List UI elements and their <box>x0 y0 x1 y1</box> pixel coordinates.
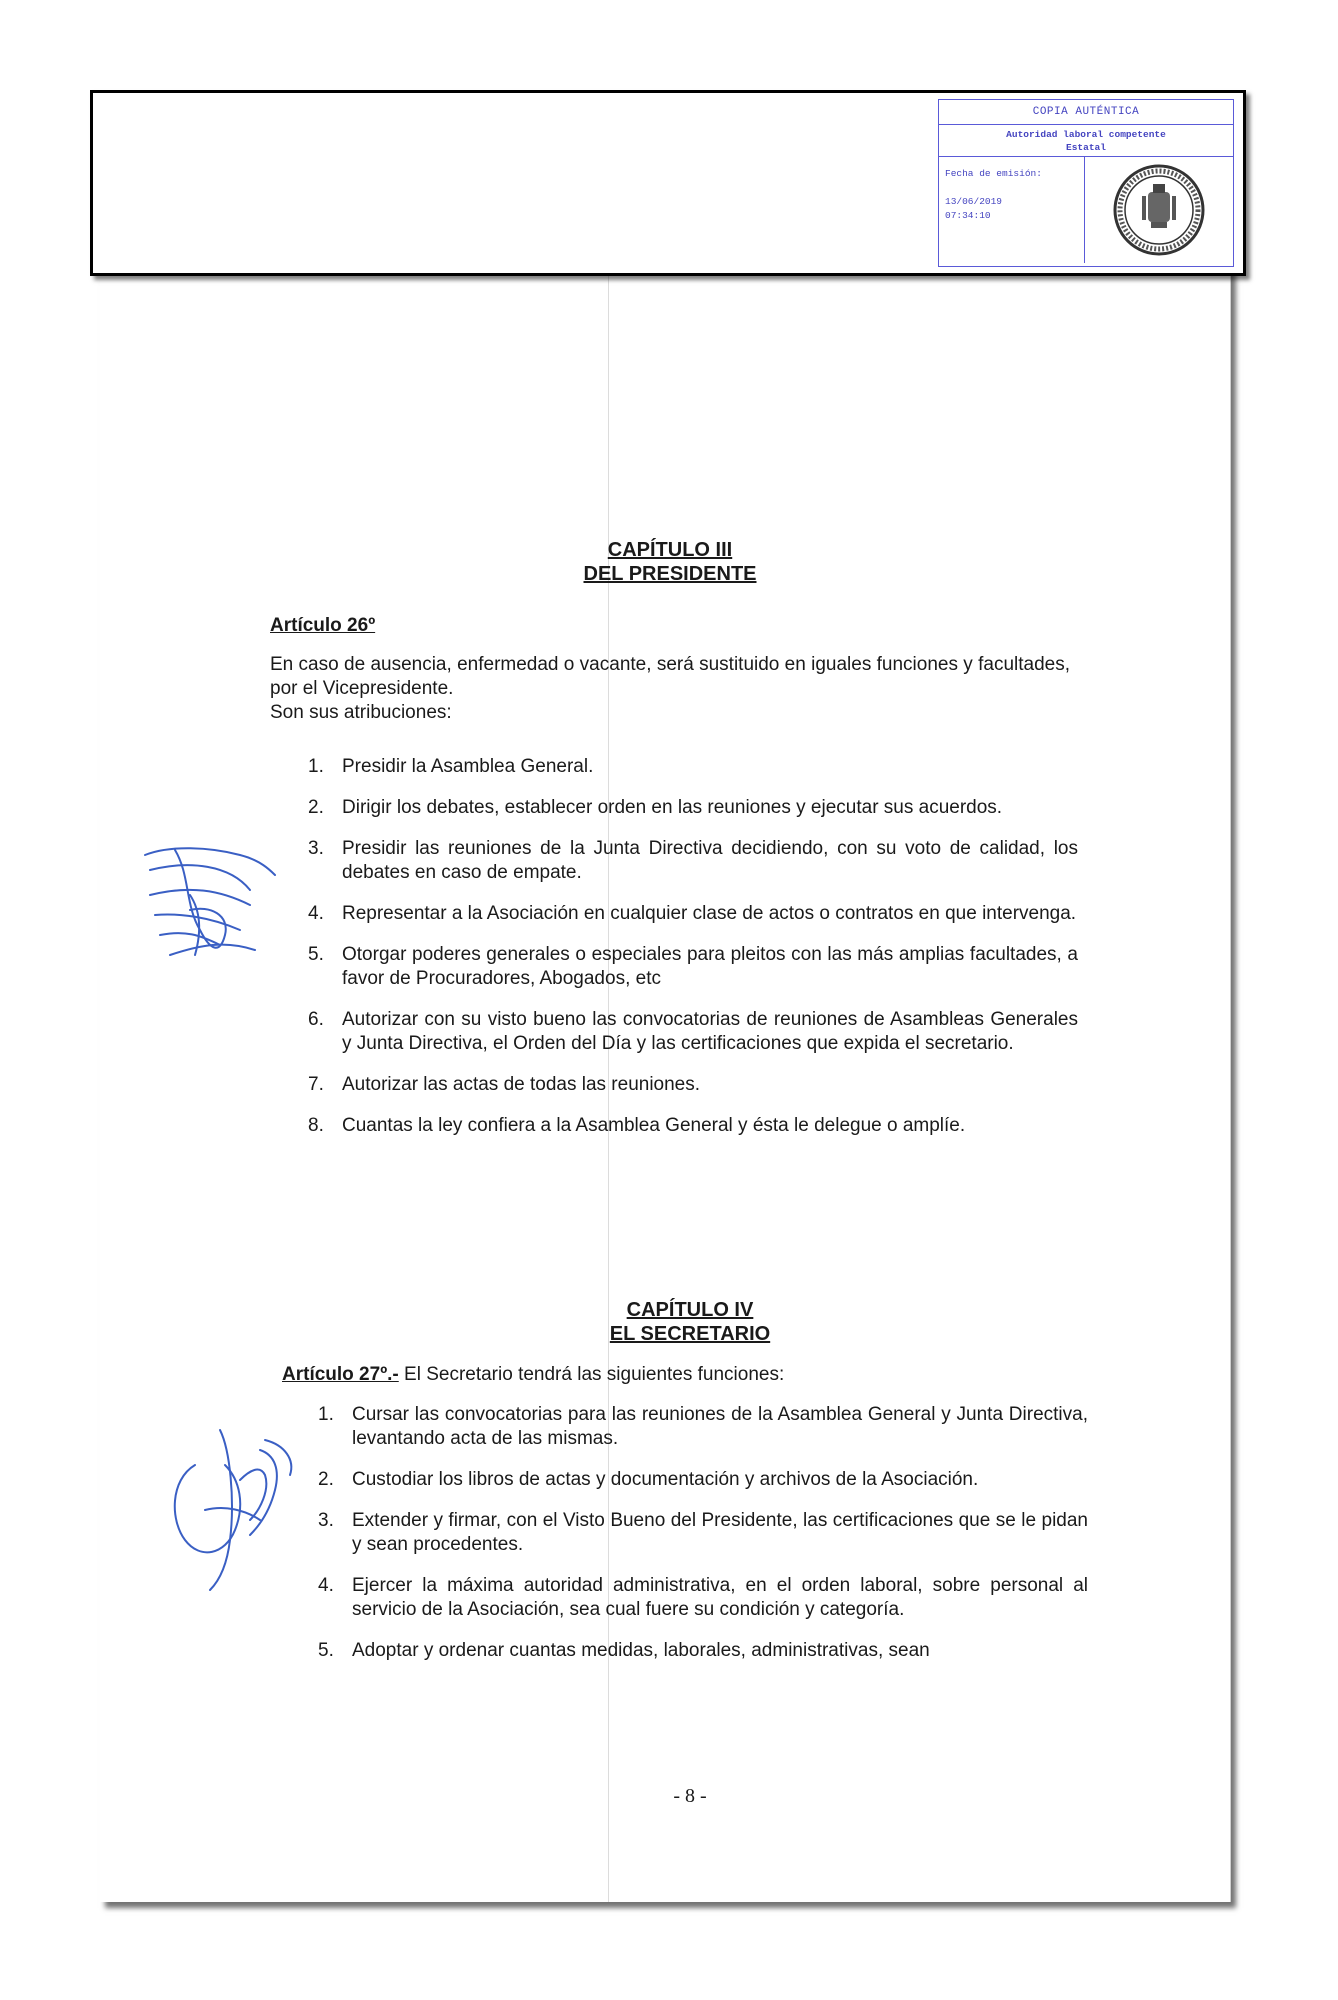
list-item <box>318 1639 1088 1663</box>
list-item-text: Ejercer la máxima autoridad administrativa, en el orden laboral, sobre personal al servicio de la Asociación, sea cual fuere su condición y categoría. <box>352 1575 1088 1620</box>
list-item-number: 1. <box>308 756 324 777</box>
list-item <box>308 902 1078 926</box>
authentic-copy-stamp <box>938 99 1234 267</box>
list-item-number: 4. <box>318 1575 334 1596</box>
list-item <box>318 1403 1088 1451</box>
stamp-seal-cell <box>1085 157 1233 263</box>
stamp-date: 13/06/2019 <box>945 196 1003 207</box>
list-item-text: Presidir la Asamblea General. <box>342 756 594 777</box>
stamp-authority-line1: Autoridad laboral competente <box>1006 129 1166 140</box>
list-item-number: 2. <box>308 797 324 818</box>
list-item-text: Extender y firmar, con el Visto Bueno del Presidente, las certificaciones que se le pidan y sean procedentes. <box>352 1510 1088 1555</box>
signature-2 <box>165 1410 305 1600</box>
list-item <box>308 1008 1078 1056</box>
stamp-authority <box>939 125 1233 157</box>
stamp-time: 07:34:10 <box>945 210 991 221</box>
chapter-4-subtitle: EL SECRETARIO <box>609 1323 771 1345</box>
chapter-3-heading <box>520 538 820 586</box>
article-27-list <box>318 1403 1088 1663</box>
list-item-text: Autorizar con su visto bueno las convocatorias de reuniones de Asambleas Generales y Junta Directiva, el Orden del Día y las certificaciones que expida el secretario. <box>342 1009 1078 1054</box>
list-item-number: 8. <box>308 1115 324 1136</box>
list-item-text: Custodiar los libros de actas y documentación y archivos de la Asociación. <box>352 1469 979 1490</box>
list-item <box>308 755 1078 779</box>
list-item-text: Dirigir los debates, establecer orden en las reuniones y ejecutar sus acuerdos. <box>342 797 1003 818</box>
list-item-text: Autorizar las actas de todas las reuniones. <box>342 1074 701 1095</box>
list-item-number: 6. <box>308 1009 324 1030</box>
list-item-number: 1. <box>318 1404 334 1425</box>
list-item <box>308 1073 1078 1097</box>
list-item-text: Adoptar y ordenar cuantas medidas, laborales, administrativas, sean <box>352 1640 930 1661</box>
article-26-heading: Artículo 26º <box>270 615 376 636</box>
article-26-intro <box>270 653 1070 725</box>
list-item <box>308 943 1078 991</box>
list-item-text: Representar a la Asociación en cualquier clase de actos o contratos en que intervenga. <box>342 903 1077 924</box>
article-27-heading: Artículo 27º.- <box>282 1364 399 1385</box>
list-item <box>318 1468 1088 1492</box>
list-item-text: Presidir las reuniones de la Junta Directiva decidiendo, con su voto de calidad, los debates en caso de empate. <box>342 838 1078 883</box>
chapter-3-subtitle: DEL PRESIDENTE <box>583 563 757 585</box>
list-item <box>318 1509 1088 1557</box>
stamp-dates <box>939 157 1085 263</box>
article-27-intro <box>282 1363 1082 1387</box>
list-item-number: 4. <box>308 903 324 924</box>
stamp-title: COPIA AUTÉNTICA <box>939 100 1233 125</box>
stamp-authority-line2: Estatal <box>1066 142 1106 153</box>
article-27-intro-text: El Secretario tendrá las siguientes funciones: <box>398 1364 785 1385</box>
list-item-number: 5. <box>308 944 324 965</box>
list-item <box>308 796 1078 820</box>
list-item-text: Otorgar poderes generales o especiales para pleitos con las más amplias facultades, a favor de Procuradores, Abogados, etc <box>342 944 1078 989</box>
list-item-text: Cuantas la ley confiera a la Asamblea General y ésta le delegue o amplíe. <box>342 1115 966 1136</box>
stamp-date-label: Fecha de emisión: <box>945 168 1042 179</box>
list-item <box>318 1574 1088 1622</box>
article-26-intro-text: En caso de ausencia, enfermedad o vacante, será sustituido en iguales funciones y facultades, por el Vicepresidente. <box>270 654 1070 699</box>
list-item-number: 2. <box>318 1469 334 1490</box>
chapter-4-title: CAPÍTULO IV <box>626 1299 754 1321</box>
page-number: - 8 - <box>673 1785 707 1807</box>
list-item-number: 5. <box>318 1640 334 1661</box>
signature-1 <box>130 835 280 985</box>
article-26-list <box>308 755 1078 1138</box>
list-item <box>308 837 1078 885</box>
chapter-3-title: CAPÍTULO III <box>607 539 733 561</box>
article-26-intro-text-2: Son sus atribuciones: <box>270 702 452 723</box>
chapter-4-heading <box>540 1298 840 1346</box>
list-item-number: 3. <box>308 838 324 859</box>
list-item-number: 3. <box>318 1510 334 1531</box>
list-item <box>308 1114 1078 1138</box>
list-item-text: Cursar las convocatorias para las reuniones de la Asamblea General y Junta Directiva, levantando acta de las mismas. <box>352 1404 1088 1449</box>
official-seal-icon <box>1111 162 1207 258</box>
list-item-number: 7. <box>308 1074 324 1095</box>
